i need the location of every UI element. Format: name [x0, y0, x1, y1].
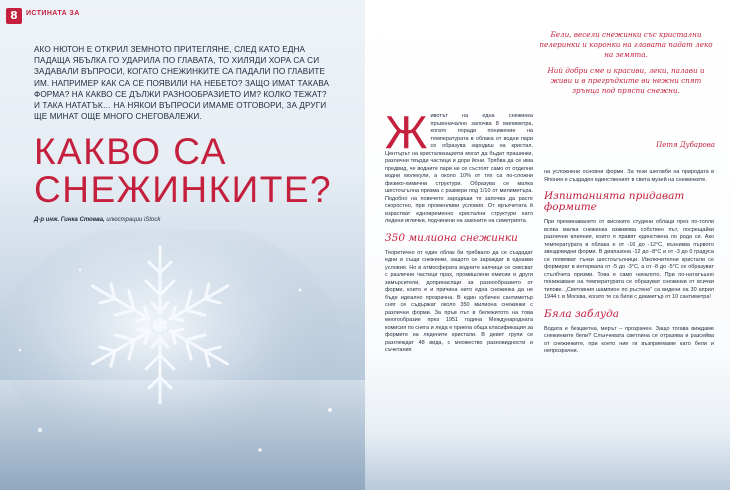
snowflake-photo — [0, 230, 365, 490]
poem-stanza-1: Бели, весели снежинки със кристални пелеринки и коронки на главата падат леко на земята. — [539, 30, 713, 59]
intro-text: АКО НЮТОН Е ОТКРИЛ ЗЕМНОТО ПРИТЕГЛЯНЕ, СЛЕД КАТО ЕДНА ПАДАЩА ЯБЪЛКА ГО УДАРИЛА ПО ГЛАВАТА, ТО ХИЛЯДИ ХОРА СА СИ ЗАДАВАЛИ ВЪПРОСИ, КОГАТО СНЕЖИНКИТЕ СА ПАДАЛИ ПО ГЛАВИТЕ ИМ. НАПРИМЕР КАК СА СЕ ПОЯВИЛИ НА НЕБЕТО? ЗАЩО ИМАТ ТАКАВА ФОРМА? НА КАКВО СЕ ДЪЛЖИ РАЗНООБРАЗИЕТО ИМ? КОЛКО ТЕЖАТ? И ТАКА НАТАТЪК… НА НЯКОИ ВЪПРОСИ ИМАМЕ ОТГОВОРИ, ЗА ДРУГИ ЩЕ МИНАТ ОЩЕ МНОГО СНЕГОВАЛЕЖИ. — [34, 45, 330, 122]
right-page — [365, 0, 730, 490]
article-column-2 — [544, 169, 714, 356]
poem-author: Петя Дубарова — [656, 141, 715, 149]
subheading-trials-shape: Изпитанията придават формите — [544, 190, 685, 213]
subheading-350-million: 350 милиона снежинки — [385, 231, 518, 244]
article-column-1 — [385, 106, 533, 355]
subheading-white-illusion: Бяла заблуда — [544, 307, 620, 320]
byline — [34, 217, 160, 223]
headline-line-1: КАКВО СА — [34, 131, 227, 172]
column-1-paragraph-2: Теоретично от един облак би трябвало да се създадат едни и същи снежинки, защото се зараждат в еднакви условия. Но в атмосферата водните капчици се смесват с различни частици прах, промишлени емисии и други замърсители, допринасящи за разнообразието от форми, които е и причина нито една снежинка да не бъде идеално прозрачна. В един кубичен сантиметър сняг се съдържат около 350 милиона снежинки с различни форми. За пръв път в бележитото на това многообразие през 1951 година Международната комисия по снега и леда е приела обща класификация за формите на ледените кристали. В девет групи се разглеждат 48 вида, с множество разновидности и съчетания — [385, 249, 533, 353]
byline-author: Д-р инж. Гинка Стоева, — [34, 217, 105, 223]
poem-stanza-2: Ний добри сме и красиви, леки, палави и живи и в прегръдките ви нежни спят зрънца под пряспи снежни. — [547, 66, 705, 95]
column-2-paragraph-1: на усложнени основни форми. За тези шеговби на природата в Япония е създаден единственият в света музей на снежинките. — [544, 169, 714, 183]
byline-credit: илюстрации iStock — [106, 217, 161, 223]
column-2-paragraph-2: При преминаването от високите студени облаци през по-топли всяка малка снежинка изживява собствен път, посрещайки различни влияния, които я правят единствена по рода си. Ако температурата в облака е от -16 до -12°C, възниква първото звездовидни форми. В диапазона -12 до -8°C и от -3 до 0 градуса се появяват тънки шестоъгълници. Изключителни кристали се формират в интервала от -5 до -3°C, а от -8 до -5°C се образуват стълбчета призми. Това е само началото. При по-нататъшно понижаване на температурата се образуват снежинки от всички типове. „Световния шампион по ръстене" са видени на 30 април 1944 г. в Москва, когато те са били с диаметър от 10 сантиметра! — [544, 219, 714, 300]
poem — [536, 30, 716, 102]
section-label: ИСТИНАТА ЗА — [26, 10, 80, 17]
drop-cap: Ж — [385, 106, 428, 158]
page-number-badge: 8 — [6, 8, 22, 24]
column-1-paragraph-1: ивотът на една снежинка пръвоначално започва 8 милиметра, когато поради понижение на температурата в облака от водни пари се образува зародиш на кристал. Центърът на кристализацията могат да бъдат прашинки, различни твърди частици и дори йони. Трябва да се има предвид, че водните пари не се състоят само от отделни водни молекули, а около 10% от тях са по-сложни физико-химични структури. Образува се малка шестоъгълна призма с размери под 1/10 от милиметъра. Подобно на повечето зародиши тя започва да расте скоростно, при променливи условия. От връхчетата й израстват едновременно кристални структури като ледени иглички, подчинени на законите на симетрията. — [385, 113, 533, 224]
headline-line-2: СНЕЖИНКИТЕ? — [34, 169, 333, 210]
article-headline — [34, 133, 354, 209]
column-2-paragraph-3: Водата е безцветна, мерът – прозрачен. Защо тогава виждаме снежинките бели? Слънчевата светлина се отразява и разсейва от снежинките, при което ние ги възприемаме като бели и непрозрачни. — [544, 325, 714, 354]
